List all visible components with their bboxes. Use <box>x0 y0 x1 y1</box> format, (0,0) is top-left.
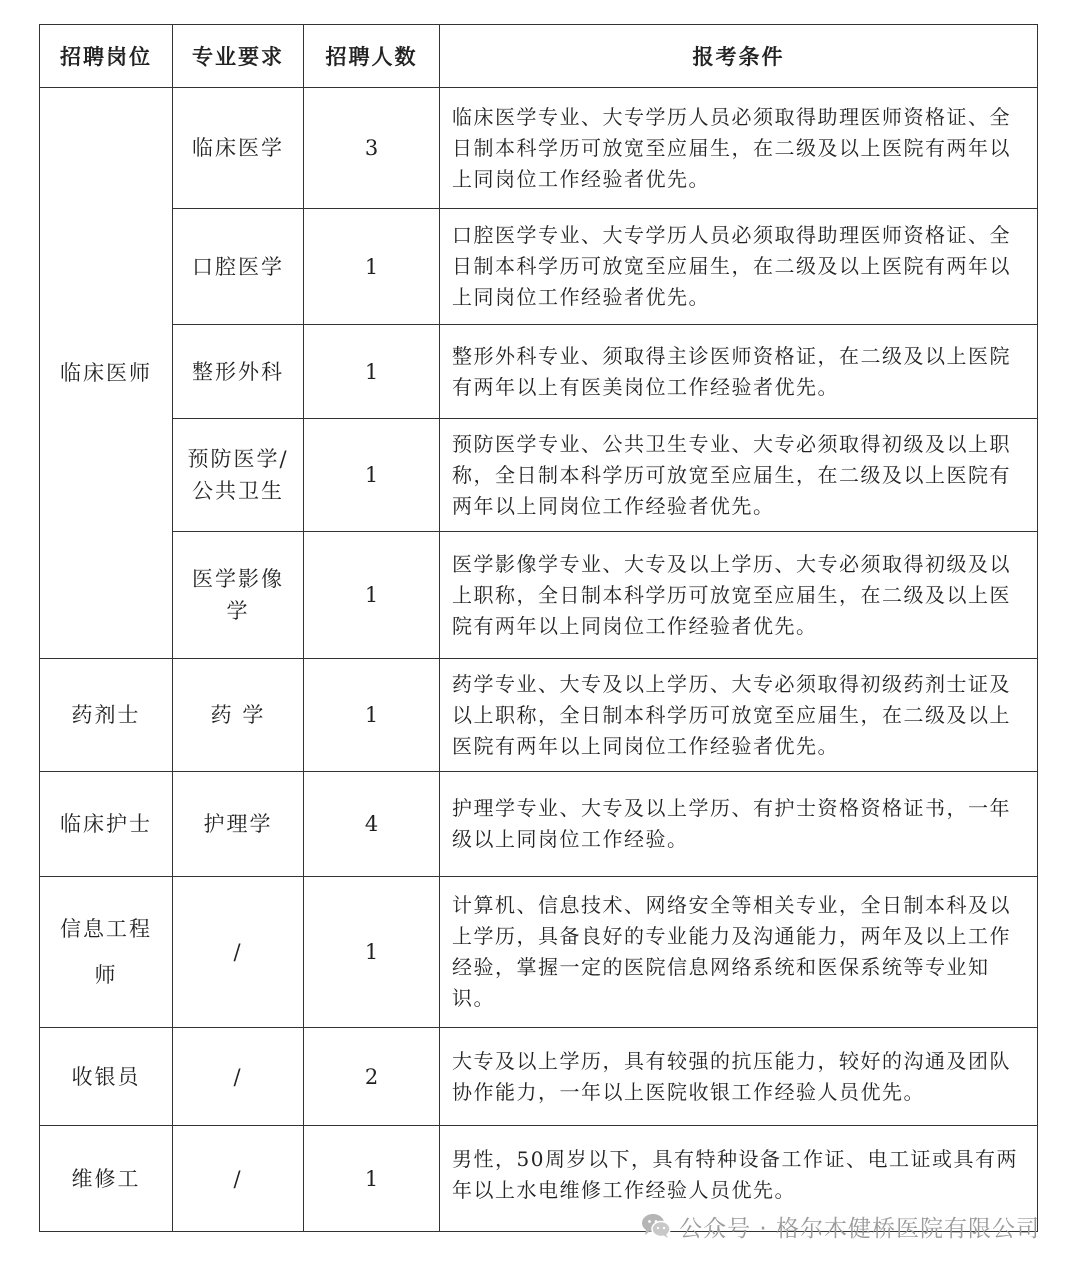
header-conditions: 报考条件 <box>440 25 1038 88</box>
major-cell: 医学影像学 <box>173 532 304 659</box>
count-cell: 1 <box>304 877 440 1028</box>
conditions-cell: 预防医学专业、公共卫生专业、大专必须取得初级及以上职称，全日制本科学历可放宽至应届生，在二级及以上医院有两年以上同岗位工作经验者优先。 <box>440 419 1038 532</box>
watermark-text: 公众号 · 格尔木健桥医院有限公司 <box>679 1215 1040 1242</box>
table-row <box>40 419 1038 532</box>
conditions-cell: 口腔医学专业、大专学历人员必须取得助理医师资格证、全日制本科学历可放宽至应届生，在二级及以上医院有两年以上同岗位工作经验者优先。 <box>440 209 1038 325</box>
table-row <box>40 772 1038 877</box>
conditions-cell: 男性，50周岁以下，具有特种设备工作证、电工证或具有两年以上水电维修工作经验人员优先。 <box>440 1126 1038 1232</box>
count-cell: 1 <box>304 532 440 659</box>
count-cell: 1 <box>304 419 440 532</box>
table-row <box>40 88 1038 209</box>
major-cell: 整形外科 <box>173 325 304 419</box>
count-cell: 1 <box>304 209 440 325</box>
conditions-cell: 医学影像学专业、大专及以上学历、大专必须取得初级及以上职称，全日制本科学历可放宽至应届生，在二级及以上医院有两年以上同岗位工作经验者优先。 <box>440 532 1038 659</box>
count-cell: 1 <box>304 659 440 772</box>
post-cell: 临床护士 <box>40 772 173 877</box>
major-cell: 口腔医学 <box>173 209 304 325</box>
table-row <box>40 877 1038 1028</box>
post-cell: 药剂士 <box>40 659 173 772</box>
post-cell: 临床医师 <box>40 88 173 659</box>
table-row <box>40 532 1038 659</box>
major-cell: 预防医学/公共卫生 <box>173 419 304 532</box>
header-post: 招聘岗位 <box>40 25 173 88</box>
count-cell: 2 <box>304 1028 440 1126</box>
conditions-cell: 计算机、信息技术、网络安全等相关专业，全日制本科及以上学历，具备良好的专业能力及沟通能力，两年及以上工作经验，掌握一定的医院信息网络系统和医保系统等专业知识。 <box>440 877 1038 1028</box>
post-cell: 收银员 <box>40 1028 173 1126</box>
post-cell: 维修工 <box>40 1126 173 1232</box>
table-row <box>40 209 1038 325</box>
header-major: 专业要求 <box>173 25 304 88</box>
major-cell: 临床医学 <box>173 88 304 209</box>
table-row <box>40 325 1038 419</box>
recruitment-table <box>39 24 1038 1232</box>
table-row <box>40 659 1038 772</box>
count-cell: 3 <box>304 88 440 209</box>
post-cell: 信息工程师 <box>40 877 173 1028</box>
conditions-cell: 护理学专业、大专及以上学历、有护士资格资格证书，一年级以上同岗位工作经验。 <box>440 772 1038 877</box>
major-cell: 护理学 <box>173 772 304 877</box>
conditions-cell: 药学专业、大专及以上学历、大专必须取得初级药剂士证及以上职称，全日制本科学历可放宽至应届生，在二级及以上医院有两年以上同岗位工作经验者优先。 <box>440 659 1038 772</box>
major-cell: / <box>173 1126 304 1232</box>
major-cell: / <box>173 877 304 1028</box>
count-cell: 1 <box>304 325 440 419</box>
conditions-cell: 大专及以上学历，具有较强的抗压能力，较好的沟通及团队协作能力，一年以上医院收银工作经验人员优先。 <box>440 1028 1038 1126</box>
wechat-icon <box>641 1212 671 1240</box>
count-cell: 4 <box>304 772 440 877</box>
conditions-cell: 整形外科专业、须取得主诊医师资格证，在二级及以上医院有两年以上有医美岗位工作经验者优先。 <box>440 325 1038 419</box>
count-cell: 1 <box>304 1126 440 1232</box>
table-row <box>40 1028 1038 1126</box>
major-cell: 药 学 <box>173 659 304 772</box>
watermark <box>641 1209 1040 1243</box>
conditions-cell: 临床医学专业、大专学历人员必须取得助理医师资格证、全日制本科学历可放宽至应届生，在二级及以上医院有两年以上同岗位工作经验者优先。 <box>440 88 1038 209</box>
major-cell: / <box>173 1028 304 1126</box>
header-count: 招聘人数 <box>304 25 440 88</box>
table-header-row <box>40 25 1038 88</box>
